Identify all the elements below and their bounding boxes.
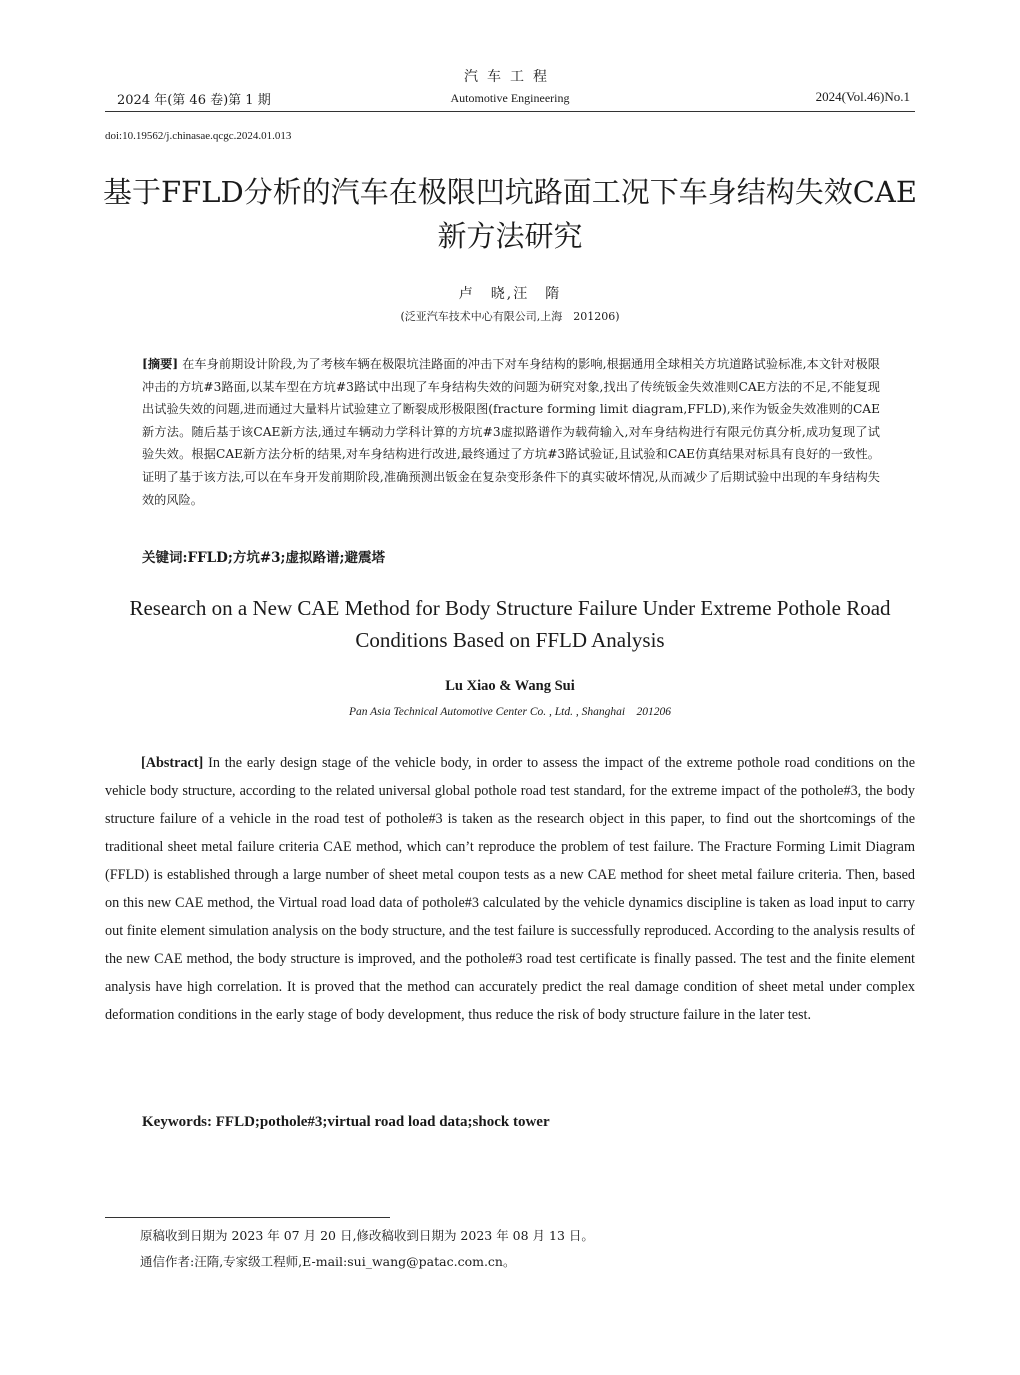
paper-title-cn: 基于FFLD分析的汽车在极限凹坑路面工况下车身结构失效CAE新方法研究 [102, 175, 918, 253]
issue-info-cn: 2024 年(第 46 卷)第 1 期 [117, 93, 271, 108]
journal-title-cn: 汽车工程 [464, 69, 556, 85]
abstract-cn-label: [摘要] [142, 357, 179, 371]
keywords-cn: 关键词:FFLD;方坑#3;虚拟路谱;避震塔 [142, 550, 386, 566]
journal-title-en: Automotive Engineering [450, 91, 570, 105]
issue-info-en: 2024(Vol.46)No.1 [815, 89, 910, 104]
affiliation-cn: (泛亚汽车技术中心有限公司,上海 201206) [400, 310, 620, 323]
footnote-divider [105, 1217, 390, 1218]
footnote-corresponding-author: 通信作者:汪隋,专家级工程师,E-mail:sui_wang@patac.com.cn。 [140, 1254, 516, 1269]
affiliation-en: Pan Asia Technical Automotive Center Co. , Ltd. , Shanghai 201206 [348, 706, 672, 718]
paper-title-en: Research on a New CAE Method for Body Structure Failure Under Extreme Pothole Road Conditions Based on FFLD Analysis [129, 596, 891, 652]
abstract-en-text: In the early design stage of the vehicle body, in order to assess the impact of the extreme pothole road conditions on the vehicle body structure, according to the related universal global pothole road test standard, for the extreme impact of the pothole#3, the body structure failure of a vehicle in the road test of pothole#3 is taken as the research object in this paper, to find out the shortcomings of the traditional sheet metal failure criteria CAE method, which can’t reproduce the problem of test failure. The Fracture Forming Limit Diagram (FFLD) is established through a large number of sheet metal coupon tests as a new CAE method for sheet metal failure criteria. Then, based on this new CAE method, the Virtual road load data of pothole#3 calculated by the vehicle dynamics discipline is taken as load input to carry out finite element simulation analysis on the body structure, and the test failure is successfully reproduced. According to the analysis results of the new CAE method, the body structure is improved, and the pothole#3 road test certificate is finally passed. The test and the finite element analysis have high correlation. It is proved that the method can accurately predict the real damage condition of sheet metal under complex deformation conditions in the early stage of body development, thus reduce the risk of body structure failure in the later test. [105, 755, 916, 1023]
header-divider [105, 111, 915, 112]
authors-cn: 卢 晓,汪 隋 [458, 286, 562, 302]
abstract-cn [142, 353, 880, 511]
abstract-cn-text: 在车身前期设计阶段,为了考核车辆在极限坑洼路面的冲击下对车身结构的影响,根据通用全球相关方坑道路试验标准,本文针对极限冲击的方坑#3路面,以某车型在方坑#3路试中出现了车身结构失效的问题为研究对象,找出了传统钣金失效准则CAE方法的不足,不能复现出试验失效的问题,进而通过大量料片试验建立了断裂成形极限图(fracture forming limit diagram,FFLD),来作为钣金失效准则的CAE新方法。随后基于该CAE新方法,通过车辆动力学科计算的方坑#3虚拟路谱作为载荷输入,对车身结构进行有限元仿真分析,成功复现了试验失效。根据CAE新方法分析的结果,对车身结构进行改进,最终通过了方坑#3路试验证,且试验和CAE仿真结果对标具有良好的一致性。证明了基于该方法,可以在车身开发前期阶段,准确预测出钣金在复杂变形条件下的真实破坏情况,从而减少了后期试验中出现的车身结构失效的风险。 [142, 357, 880, 507]
abstract-en [105, 749, 915, 1029]
keywords-en: Keywords: FFLD;pothole#3;virtual road load data;shock tower [142, 1114, 550, 1130]
abstract-en-label: [Abstract] [141, 755, 204, 771]
authors-en: Lu Xiao & Wang Sui [445, 678, 575, 694]
footnote-received-date: 原稿收到日期为 2023 年 07 月 20 日,修改稿收到日期为 2023 年 08 月 13 日。 [140, 1228, 594, 1243]
doi: doi:10.19562/j.chinasae.qcgc.2024.01.013 [105, 130, 292, 142]
